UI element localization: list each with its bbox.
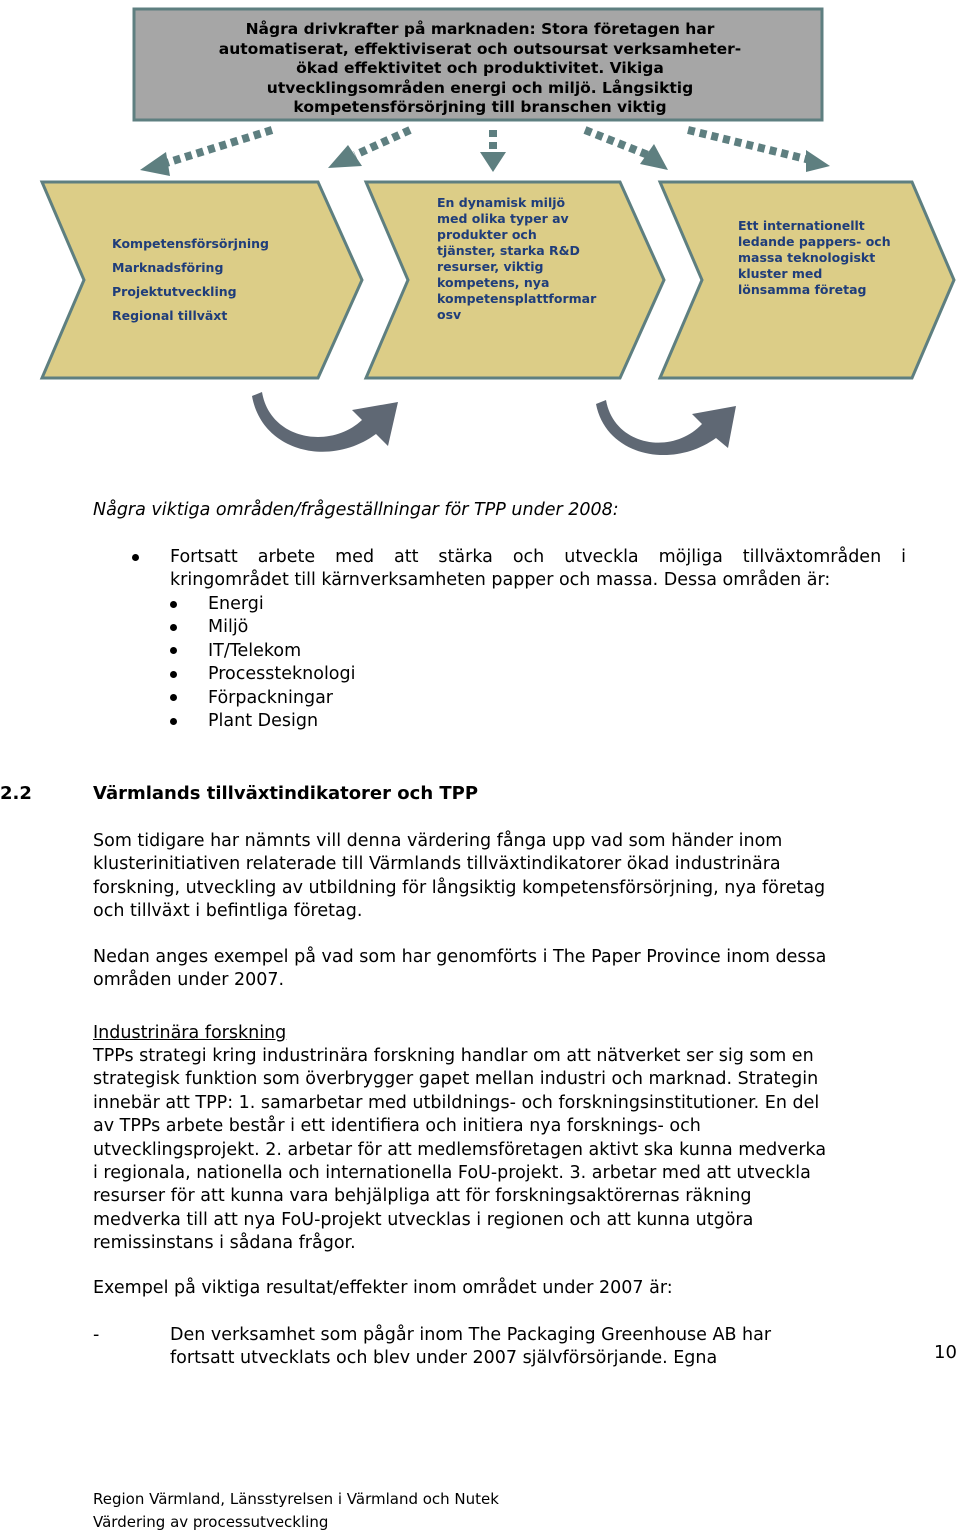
top-box-line: utvecklingsområden energi och miljö. Långsiktig — [266, 78, 694, 97]
sub-bullet-item: Plant Design — [208, 711, 319, 731]
page-number: 10 — [934, 1342, 957, 1363]
main-bullet-line: kringområdet till kärnverksamheten papper och massa. Dessa områden är: — [170, 570, 831, 591]
issues-heading: Några viktiga områden/frågeställningar för TPP under 2008: — [93, 500, 619, 520]
chevron-2-line: En dynamisk miljö — [437, 195, 566, 210]
bullet-icon — [170, 718, 177, 725]
paragraph-line: medverka till att nya FoU-projekt utvecklas i regionen och att kunna utgöra — [93, 1209, 754, 1230]
chevron-1-line: Marknadsföring — [112, 260, 224, 275]
sub-bullet-item: Miljö — [208, 617, 249, 638]
dashed-arrow-right-far — [688, 130, 810, 160]
chevron-2-line: osv — [437, 307, 462, 322]
chevron-1-line: Kompetensförsörjning — [112, 236, 269, 251]
chevron-2-text — [437, 195, 617, 323]
bullet-icon — [170, 671, 177, 678]
chevron-3-line: ledande pappers- och — [738, 234, 891, 249]
paragraph-line: områden under 2007. — [93, 970, 285, 991]
bullet-icon — [132, 554, 139, 561]
bullet-icon — [170, 694, 177, 701]
paragraph-line: remissinstans i sådana frågor. — [93, 1233, 356, 1254]
dash-item — [170, 1324, 910, 1371]
chevron-3-line: Ett internationellt — [738, 218, 865, 233]
paragraph-4: Exempel på viktiga resultat/effekter inom området under 2007 är: — [93, 1278, 673, 1298]
paragraph-line: forskning, utveckling av utbildning för långsiktig kompetensförsörjning, nya företag — [93, 877, 826, 898]
process-diagram — [0, 0, 960, 470]
footer-line-2: Värdering av processutveckling — [93, 1513, 329, 1531]
dashed-arrow-left-far — [163, 130, 272, 164]
chevron-3-line: lönsamma företag — [738, 282, 867, 297]
paragraph-line: av TPPs arbete består i ett identifiera och initiera nya forsknings- och — [93, 1116, 701, 1137]
dash-item-line: fortsatt utvecklats och blev under 2007 självförsörjande. Egna — [170, 1348, 718, 1369]
main-bullet-line: Fortsatt arbete med att stärka och utveckla möjliga tillväxtområden i — [170, 547, 906, 567]
chevron-3-line: massa teknologiskt — [738, 250, 876, 265]
top-box-line: Några drivkrafter på marknaden: Stora företagen har — [245, 20, 715, 38]
top-box-text — [140, 20, 820, 118]
paragraph-line: Som tidigare har nämnts vill denna värdering fånga upp vad som händer inom — [93, 831, 783, 851]
sub-bullet-item: Förpackningar — [208, 687, 334, 708]
paragraph-line: klusterinitiativen relaterade till Värmlands tillväxtindikatorer ökad industrinära — [93, 854, 781, 875]
chevron-1-text — [112, 232, 302, 328]
section-number: 2.2 — [0, 783, 32, 804]
paragraph-line: strategisk funktion som överbrygger gapet mellan industri och marknad. Strategin — [93, 1069, 819, 1090]
chevron-1-line: Projektutveckling — [112, 284, 237, 299]
dash-marker: - — [93, 1325, 100, 1345]
chevron-2-line: tjänster, starka R&D — [437, 243, 580, 258]
bullet-icon — [170, 624, 177, 631]
sub-bullet-item: Energi — [208, 594, 264, 614]
chevron-3-line: kluster med — [738, 266, 823, 281]
dashed-arrow-heads — [140, 144, 830, 176]
chevron-2-line: resurser, viktig — [437, 259, 544, 274]
top-box-line: kompetensförsörjning till branschen viktig — [293, 98, 667, 116]
paragraph-line: i regionala, nationella och internationella FoU-projekt. 3. arbetar med att utveckla — [93, 1163, 811, 1184]
paragraph-line: innebär att TPP: 1. samarbetar med utbildnings- och forskningsinstitutioner. En del — [93, 1092, 820, 1113]
chevron-1-line: Regional tillväxt — [112, 308, 228, 323]
chevron-2-line: kompetens, nya — [437, 275, 550, 290]
paragraph-line: TPPs strategi kring industrinära forskning handlar om att nätverket ser sig som en — [93, 1046, 814, 1066]
paragraph-line: utvecklingsprojekt. 2. arbetar för att medlemsföretagen aktivt ska kunna medverka — [93, 1139, 827, 1160]
bullet-icon — [170, 601, 177, 608]
sub-bullet-item: IT/Telekom — [208, 640, 302, 661]
paragraph-line: resurser för att kunna vara behjälpliga att för forskningsaktörernas räkning — [93, 1186, 752, 1207]
sub-bullet-item: Processteknologi — [208, 664, 356, 685]
top-box-line: ökad effektivitet och produktivitet. Vikiga — [296, 59, 664, 77]
dashed-arrow-left-near — [355, 130, 410, 155]
curved-arrow-left — [252, 392, 398, 452]
top-box-line: automatiserat, effektiviserat och outsoursat verksamheter- — [218, 39, 742, 58]
dash-item-line: Den verksamhet som pågår inom The Packaging Greenhouse AB har — [170, 1325, 772, 1345]
paragraph-2 — [93, 946, 913, 993]
bullet-icon — [170, 647, 177, 654]
paragraph-1 — [93, 830, 913, 924]
chevron-2-line: med olika typer av — [437, 211, 569, 226]
chevron-3-text — [738, 218, 908, 298]
paragraph-line: Nedan anges exempel på vad som har genomförts i The Paper Province inom dessa — [93, 947, 827, 967]
subheading-industrinara: Industrinära forskning — [93, 1023, 287, 1043]
chevron-2-line: kompetensplattformar — [437, 291, 597, 306]
section-title: Värmlands tillväxtindikatorer och TPP — [93, 783, 479, 804]
chevron-2-line: produkter och — [437, 227, 537, 242]
paragraph-line: och tillväxt i befintliga företag. — [93, 901, 363, 922]
dashed-arrow-right-near — [585, 130, 648, 155]
footer-line-1: Region Värmland, Länsstyrelsen i Värmland och Nutek — [93, 1490, 499, 1508]
curved-arrow-right — [596, 400, 736, 455]
paragraph-3 — [93, 1045, 913, 1256]
